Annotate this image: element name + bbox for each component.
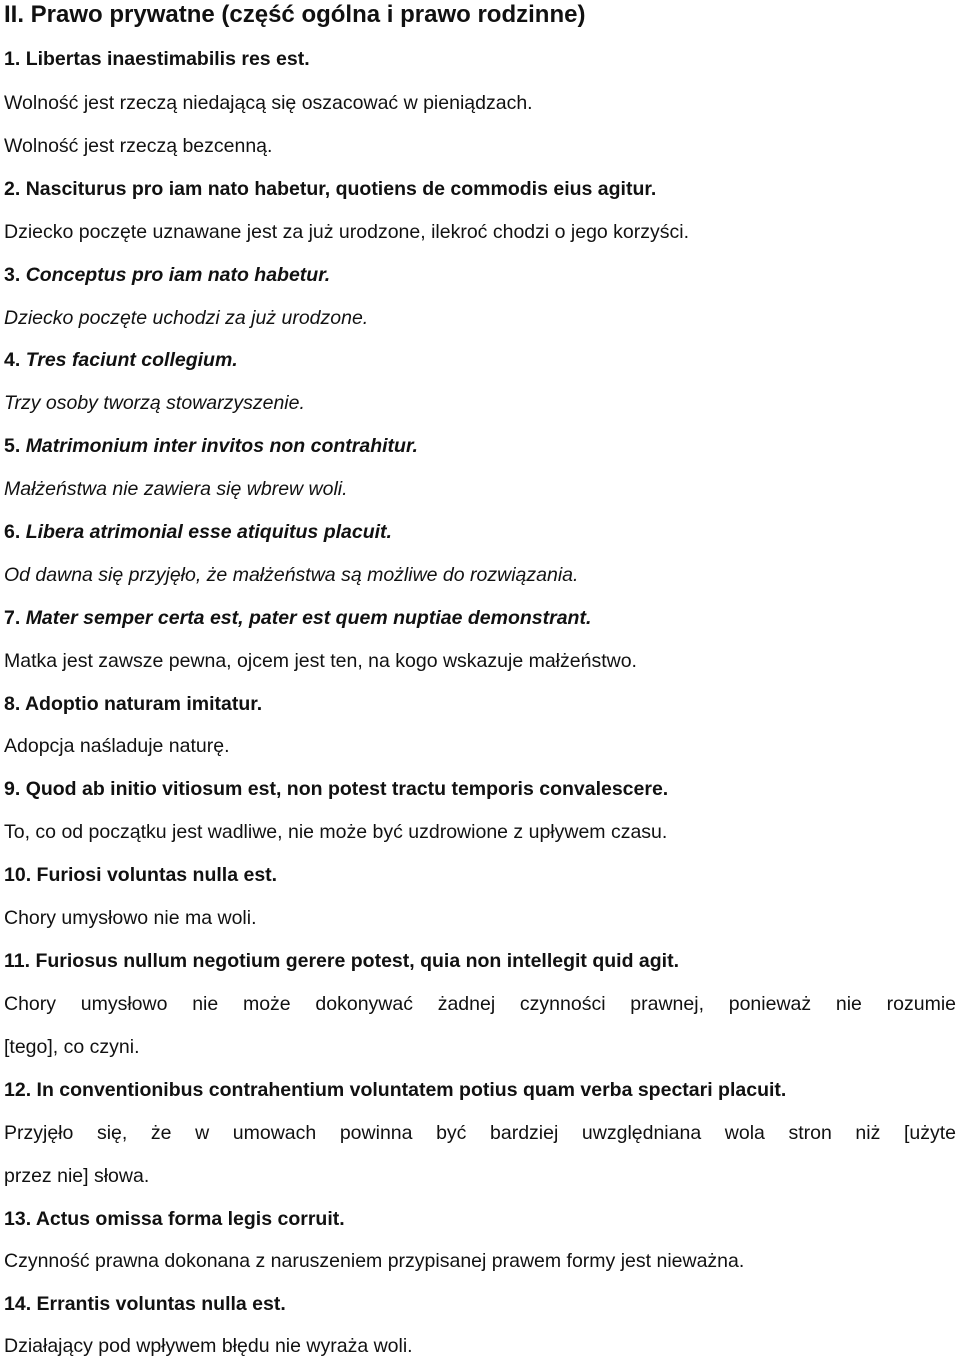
maxim-text: Furiosi voluntas nulla est. <box>36 864 278 886</box>
translation-1b: Wolność jest rzeczą bezcenną. <box>4 135 273 157</box>
translation-6: Od dawna się przyjęło, że małżeństwa są możliwe do rozwiązania. <box>4 564 579 586</box>
translation-1a: Wolność jest rzeczą niedającą się oszacować w pieniądzach. <box>4 92 533 114</box>
maxim-text: Actus omissa forma legis corruit. <box>35 1208 345 1230</box>
maxim-number: 3. <box>4 264 21 286</box>
maxim-text: Tres faciunt collegium. <box>25 349 238 371</box>
maxim-4 <box>4 347 238 373</box>
translation-3: Dziecko poczęte uchodzi za już urodzone. <box>4 307 369 329</box>
maxim-number: 1. <box>4 48 21 70</box>
maxim-text: Matrimonium inter invitos non contrahitur. <box>25 435 418 457</box>
section-heading: II. Prawo prywatne (część ogólna i prawo rodzinne) <box>4 1 586 28</box>
maxim-number: 4. <box>4 349 21 371</box>
maxim-text: Conceptus pro iam nato habetur. <box>25 264 331 286</box>
maxim-number: 13. <box>4 1208 32 1230</box>
maxim-number: 12. <box>4 1079 32 1101</box>
maxim-10 <box>4 862 277 888</box>
translation-12b: przez nie] słowa. <box>4 1165 150 1187</box>
maxim-5 <box>4 433 418 459</box>
translation-7: Matka jest zawsze pewna, ojcem jest ten, na kogo wskazuje małżeństwo. <box>4 650 637 672</box>
maxim-number: 8. <box>4 693 21 715</box>
maxim-number: 10. <box>4 864 32 886</box>
maxim-number: 7. <box>4 607 21 629</box>
maxim-14 <box>4 1291 286 1317</box>
maxim-number: 9. <box>4 778 21 800</box>
maxim-text: Mater semper certa est, pater est quem nuptiae demonstrant. <box>25 607 592 629</box>
maxim-8 <box>4 691 262 717</box>
maxim-text: In conventionibus contrahentium voluntatem potius quam verba spectari placuit. <box>36 1079 787 1101</box>
maxim-text: Libertas inaestimabilis res est. <box>25 48 310 70</box>
maxim-13 <box>4 1206 345 1232</box>
translation-5: Małżeństwa nie zawiera się wbrew woli. <box>4 478 348 500</box>
translation-8: Adopcja naśladuje naturę. <box>4 735 230 757</box>
maxim-2 <box>4 176 656 202</box>
maxim-1 <box>4 46 310 72</box>
maxim-7 <box>4 605 591 631</box>
maxim-9 <box>4 776 668 802</box>
maxim-text: Libera atrimonial esse atiquitus placuit. <box>25 521 392 543</box>
translation-10: Chory umysłowo nie ma woli. <box>4 907 257 929</box>
maxim-text: Quod ab initio vitiosum est, non potest tractu temporis convalescere. <box>25 778 669 800</box>
maxim-6 <box>4 519 392 545</box>
maxim-number: 6. <box>4 521 21 543</box>
maxim-number: 5. <box>4 435 21 457</box>
translation-11b: [tego], co czyni. <box>4 1036 140 1058</box>
translation-4: Trzy osoby tworzą stowarzyszenie. <box>4 392 305 414</box>
maxim-3 <box>4 262 330 288</box>
maxim-number: 14. <box>4 1293 32 1315</box>
translation-12a: Przyjęło się, że w umowach powinna być bardziej uwzględniana wola stron niż [użyte <box>4 1122 956 1144</box>
maxim-text: Adoptio naturam imitatur. <box>24 693 263 715</box>
translation-14: Działający pod wpływem błędu nie wyraża woli. <box>4 1335 413 1357</box>
maxim-number: 2. <box>4 178 21 200</box>
translation-13: Czynność prawna dokonana z naruszeniem przypisanej prawem formy jest nieważna. <box>4 1250 745 1272</box>
maxim-11 <box>4 948 679 974</box>
maxim-text: Errantis voluntas nulla est. <box>36 1293 286 1315</box>
maxim-number: 11. <box>4 950 31 972</box>
translation-9: To, co od początku jest wadliwe, nie może być uzdrowione z upływem czasu. <box>4 821 668 843</box>
translation-11a: Chory umysłowo nie może dokonywać żadnej czynności prawnej, ponieważ nie rozumie <box>4 993 956 1015</box>
maxim-text: Nasciturus pro iam nato habetur, quotiens de commodis eius agitur. <box>25 178 657 200</box>
maxim-12 <box>4 1077 786 1103</box>
maxim-text: Furiosus nullum negotium gerere potest, quia non intellegit quid agit. <box>35 950 679 972</box>
translation-2: Dziecko poczęte uznawane jest za już urodzone, ilekroć chodzi o jego korzyści. <box>4 221 690 243</box>
